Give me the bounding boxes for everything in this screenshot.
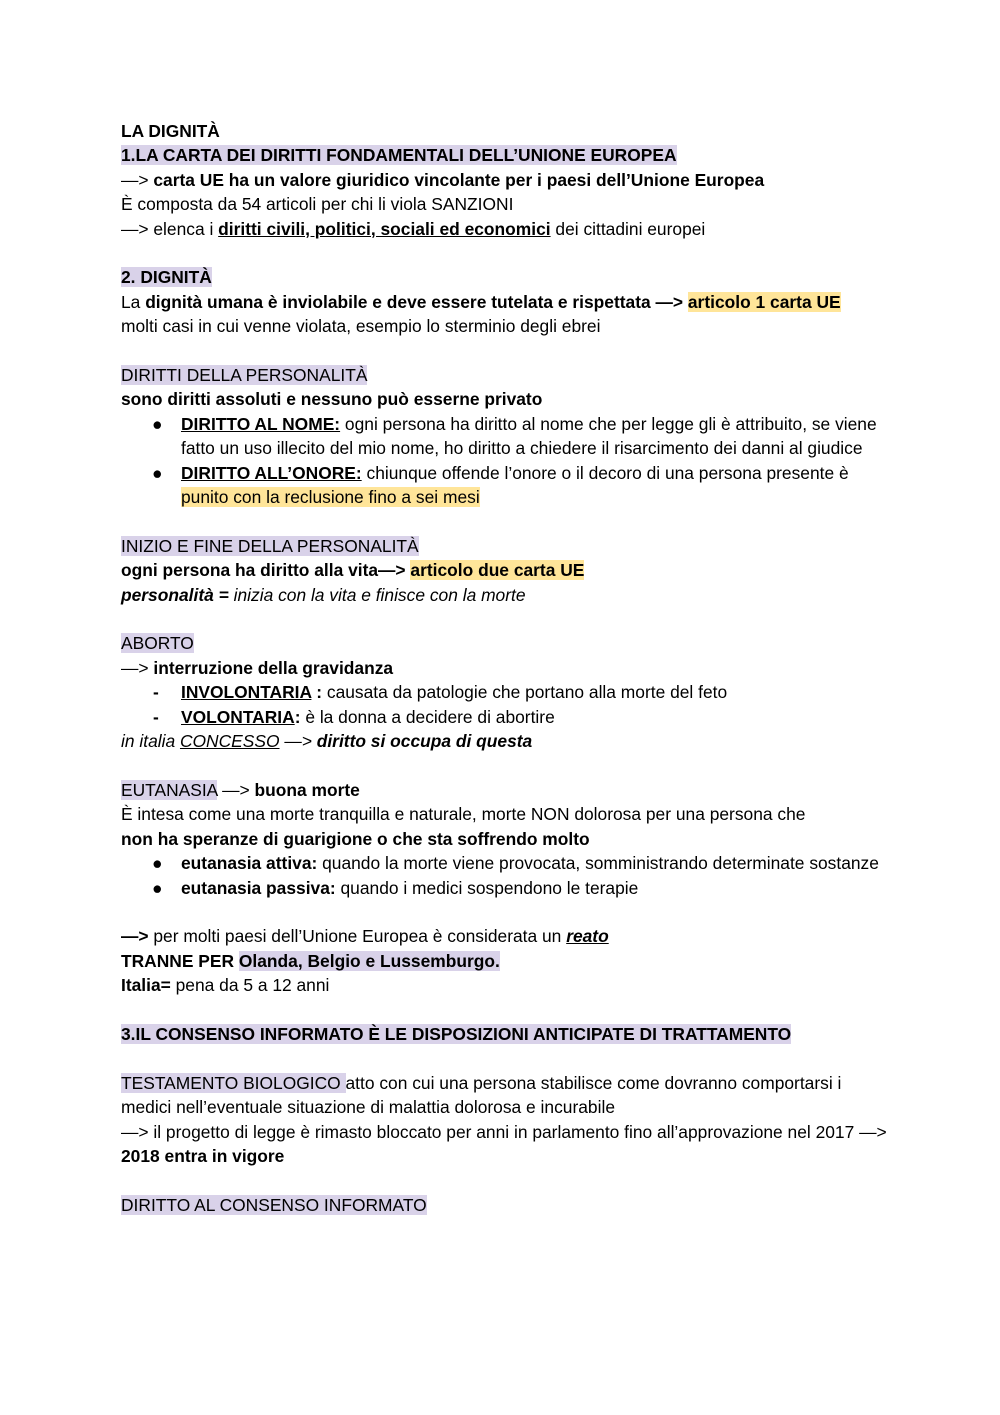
personalita-bullet-list: [121, 412, 891, 510]
eutanasia-heading: EUTANASIA —> buona morte: [121, 779, 360, 800]
bullet-marker: ●: [152, 462, 163, 483]
aborto-line-1: —> interruzione della gravidanza: [121, 657, 394, 678]
eutanasia-line-7: TRANNE PER Olanda, Belgio e Lussemburgo.: [121, 950, 500, 971]
dash-marker: -: [153, 706, 159, 727]
spacer: [121, 509, 891, 533]
bullet-marker: ●: [152, 877, 163, 898]
section-1-line-3: —> elenca i diritti civili, politici, sociali ed economici dei cittadini europei: [121, 218, 706, 239]
spacer: [121, 998, 891, 1022]
list-item: - INVOLONTARIA : causata da patologie che portano alla morte del feto: [121, 680, 891, 704]
spacer: [121, 1168, 891, 1192]
aborto-dash-list: [121, 680, 891, 729]
list-item: - VOLONTARIA: è la donna a decidere di abortire: [121, 705, 891, 729]
section-2-line-1: La dignità umana è inviolabile e deve essere tutelata e rispettata —> articolo 1 carta UE: [121, 291, 841, 312]
section-2-heading: 2. DIGNITÀ: [121, 267, 212, 288]
personalita-heading: DIRITTI DELLA PERSONALITÀ: [121, 365, 368, 386]
section-1-line-1: —> carta UE ha un valore giuridico vincolante per i paesi dell’Unione Europea: [121, 169, 765, 190]
bullet-marker: ●: [152, 413, 163, 434]
testamento-line-2: —> il progetto di legge è rimasto bloccato per anni in parlamento fino all’approvazione nel 2017 —> 2018 entra in vigore: [121, 1121, 887, 1166]
testamento-heading: TESTAMENTO BIOLOGICO: [121, 1072, 346, 1093]
spacer: [121, 339, 891, 363]
highlight-paesi: Olanda, Belgio e Lussemburgo.: [238, 950, 500, 971]
highlight-reclusione: punito con la reclusione fino a sei mesi: [181, 487, 480, 508]
section-3-heading: 3.IL CONSENSO INFORMATO È LE DISPOSIZIONI ANTICIPATE DI TRATTAMENTO: [121, 1023, 792, 1044]
dash-marker: -: [153, 682, 159, 703]
document-body: [121, 119, 891, 1217]
personalita-subtitle: sono diritti assoluti e nessuno può esserne privato: [121, 389, 543, 410]
eutanasia-line-3: non ha speranze di guarigione o che sta soffrendo molto: [121, 828, 590, 849]
section-2-line-2: molti casi in cui venne violata, esempio lo sterminio degli ebrei: [121, 316, 601, 337]
spacer: [121, 241, 891, 265]
list-item: ● DIRITTO ALL’ONORE: chiunque offende l’onore o il decoro di una persona presente è punito con la reclusione fino a sei mesi: [152, 462, 849, 508]
spacer: [121, 754, 891, 778]
list-item: ● eutanasia attiva: quando la morte viene provocata, somministrando determinate sostanze: [121, 851, 891, 875]
inizio-line-2: personalità = inizia con la vita e finisce con la morte: [121, 584, 526, 605]
bullet-marker: ●: [152, 853, 163, 874]
eutanasia-bullet-list: [121, 851, 891, 900]
document-title: LA DIGNITÀ: [121, 121, 220, 141]
highlight-articolo-1: articolo 1 carta UE: [687, 291, 841, 312]
spacer: [121, 607, 891, 631]
spacer: [121, 1046, 891, 1070]
eutanasia-line-6: —> per molti paesi dell’Unione Europea è considerata un reato: [121, 926, 609, 947]
aborto-line-4: in italia CONCESSO —> diritto si occupa di questa: [121, 731, 533, 752]
spacer: [121, 900, 891, 924]
highlight-articolo-2: articolo due carta UE: [410, 560, 585, 581]
consenso-heading: DIRITTO AL CONSENSO INFORMATO: [121, 1194, 427, 1215]
inizio-line-1: ogni persona ha diritto alla vita—> articolo due carta UE: [121, 560, 585, 581]
aborto-heading: ABORTO: [121, 633, 194, 654]
eutanasia-line-2: È intesa come una morte tranquilla e naturale, morte NON dolorosa per una persona che: [121, 804, 806, 825]
section-1-heading: 1.LA CARTA DEI DIRITTI FONDAMENTALI DELL’UNIONE EUROPEA: [121, 145, 677, 166]
list-item: ● eutanasia passiva: quando i medici sospendono le terapie: [121, 876, 891, 900]
section-1-line-2: È composta da 54 articoli per chi li viola SANZIONI: [121, 194, 514, 215]
list-item: ● DIRITTO AL NOME: ogni persona ha diritto al nome che per legge gli è attribuito, se viene fatto un uso illecito del mio nome, ho diritto a chiedere il risarcimento dei danni al giudice: [152, 413, 877, 459]
inizio-heading: INIZIO E FINE DELLA PERSONALITÀ: [121, 535, 419, 556]
eutanasia-line-8: Italia= pena da 5 a 12 anni: [121, 975, 330, 996]
testamento-line-1: TESTAMENTO BIOLOGICO atto con cui una persona stabilisce come dovranno comportarsi i medici nell’eventuale situazione di malattia dolorosa e incurabile: [121, 1072, 842, 1118]
